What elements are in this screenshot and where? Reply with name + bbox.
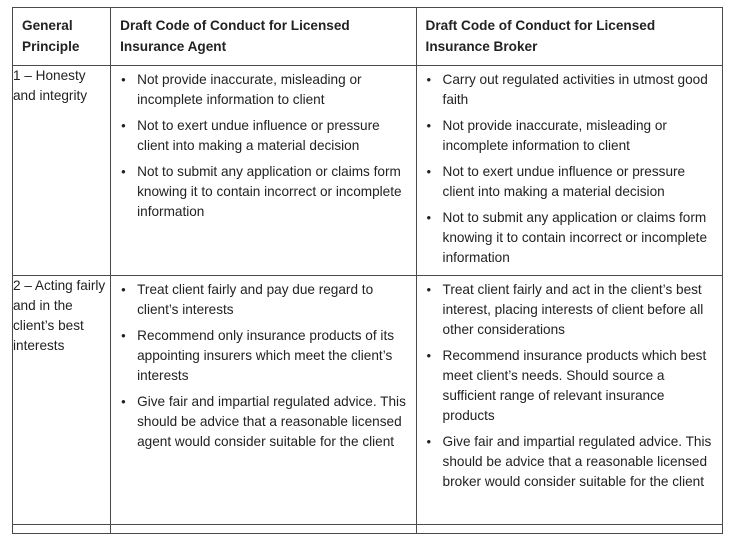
principle-cell: 1 – Honesty and integrity — [13, 66, 111, 276]
list-item-text: Not to exert undue influence or pressure client into making a material decision — [442, 164, 686, 199]
agent-cell — [111, 276, 416, 525]
broker-cell — [416, 276, 722, 525]
list-item-text: Carry out regulated activities in utmost good faith — [442, 72, 708, 107]
list-item-text: Treat client fairly and pay due regard to client’s interests — [137, 282, 374, 317]
list-item-text: Give fair and impartial regulated advice. This should be advice that a reasonable licensed agent would consider suitable for the client — [137, 394, 406, 449]
header-row — [13, 8, 723, 66]
bullet-icon: • — [426, 210, 432, 225]
bullet-icon: • — [426, 118, 432, 133]
bullet-icon: • — [121, 282, 126, 297]
broker-bullet-list — [417, 276, 722, 498]
bullet-icon: • — [121, 328, 126, 343]
list-item — [417, 70, 718, 110]
list-item-text: Not to submit any application or claims form knowing it to contain incorrect or incomplete information — [442, 210, 708, 265]
list-item-text: Not provide inaccurate, misleading or incomplete information to client — [137, 72, 362, 107]
bullet-icon: • — [426, 282, 432, 297]
bullet-icon: • — [426, 348, 432, 363]
bullet-icon: • — [426, 434, 432, 449]
list-item — [111, 116, 411, 156]
list-item-text: Recommend insurance products which best meet client’s needs. Should source a sufficient range of relevant insurance products — [442, 348, 707, 423]
header-general-principle: General Principle — [13, 8, 111, 66]
list-item-text: Give fair and impartial regulated advice. This should be advice that a reasonable licensed broker would consider suitable for the client — [442, 434, 712, 489]
list-item — [111, 70, 411, 110]
list-item — [417, 208, 718, 268]
broker-bullet-list — [417, 66, 722, 274]
code-of-conduct-table — [12, 7, 723, 534]
list-item-text: Recommend only insurance products of its appointing insurers which meet the client’s interests — [137, 328, 395, 383]
bullet-icon: • — [121, 164, 126, 179]
empty-cell — [416, 525, 722, 534]
list-item-text: Not provide inaccurate, misleading or incomplete information to client — [442, 118, 667, 153]
list-item-text: Not to exert undue influence or pressure client into making a material decision — [137, 118, 380, 153]
principle-cell: 2 – Acting fairly and in the client’s best interests — [13, 276, 111, 525]
list-item — [111, 162, 411, 222]
bullet-icon: • — [121, 72, 126, 87]
list-item — [417, 432, 718, 492]
header-broker-code: Draft Code of Conduct for Licensed Insurance Broker — [416, 8, 722, 66]
agent-bullet-list — [111, 276, 415, 458]
table-row — [13, 276, 723, 525]
empty-cell — [13, 525, 111, 534]
list-item — [417, 280, 718, 340]
agent-bullet-list — [111, 66, 415, 228]
table-row-partial — [13, 525, 723, 534]
list-item — [417, 346, 718, 426]
bullet-icon: • — [426, 72, 432, 87]
bullet-icon: • — [121, 118, 126, 133]
list-item — [111, 326, 411, 386]
table-row — [13, 66, 723, 276]
bullet-icon: • — [426, 164, 432, 179]
list-item — [417, 162, 718, 202]
list-item-text: Not to submit any application or claims form knowing it to contain incorrect or incomplete information — [137, 164, 402, 219]
empty-cell — [111, 525, 416, 534]
broker-cell — [416, 66, 722, 276]
header-agent-code: Draft Code of Conduct for Licensed Insurance Agent — [111, 8, 416, 66]
list-item — [111, 280, 411, 320]
agent-cell — [111, 66, 416, 276]
list-item — [417, 116, 718, 156]
list-item-text: Treat client fairly and act in the client’s best interest, placing interests of client before all other considerations — [442, 282, 704, 337]
list-item — [111, 392, 411, 452]
bullet-icon: • — [121, 394, 126, 409]
